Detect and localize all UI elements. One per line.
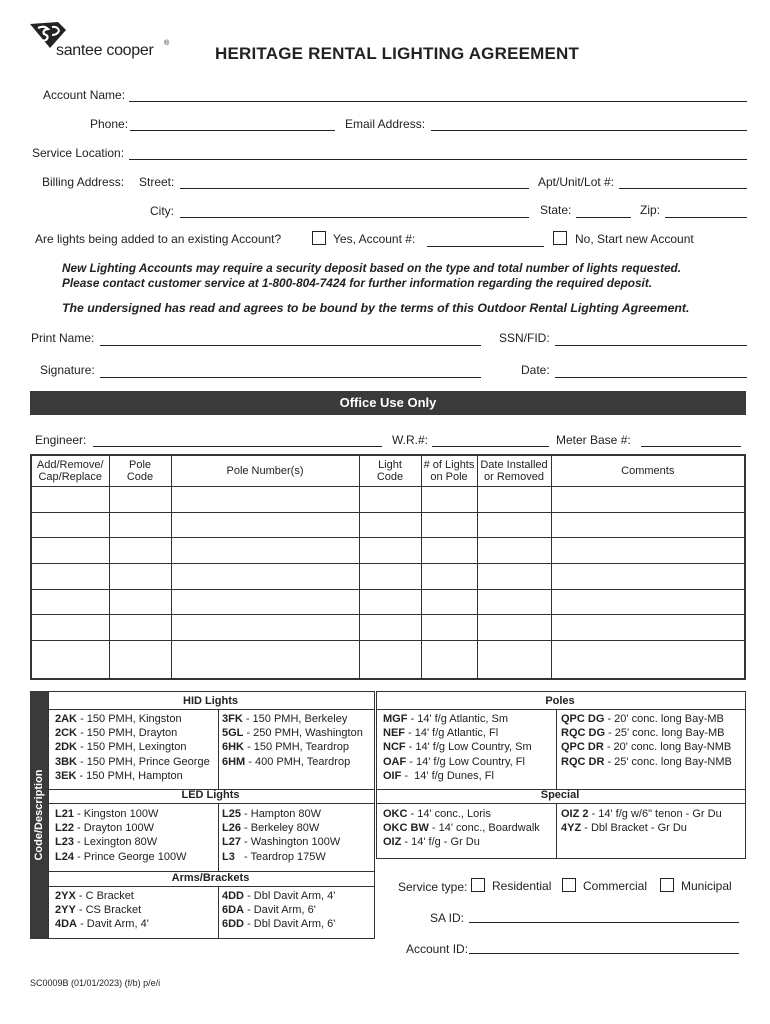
code-entry (222, 740, 363, 754)
code-value: L24 (55, 850, 74, 863)
code-entry (222, 807, 340, 821)
table-cell[interactable] (551, 615, 745, 641)
residential-checkbox[interactable] (471, 878, 485, 892)
code-entry (55, 889, 149, 903)
deposit-notice-line2: Please contact customer service at 1-800-804-7424 for further information regarding the required deposit. (62, 276, 653, 290)
code-description: - Dbl Davit Arm, 4' (244, 890, 336, 902)
table-cell[interactable] (359, 538, 421, 564)
code-description: - 250 PMH, Washington (243, 727, 363, 740)
led-list-right (222, 807, 340, 864)
print-name-field[interactable] (100, 345, 481, 346)
meter-base-field[interactable] (641, 446, 741, 447)
phone-label: Phone: (90, 117, 129, 131)
code-entry (561, 726, 732, 740)
code-description: - 14' f/g w/6" tenon - Gr Du (588, 808, 722, 820)
state-label: State: (540, 203, 572, 217)
existing-account-question: Are lights being added to an existing Account? (35, 232, 282, 246)
arms-brackets-title: Arms/Brackets (171, 872, 250, 884)
table-cell[interactable] (477, 589, 551, 615)
signature-field[interactable] (100, 377, 481, 378)
table-row (31, 615, 745, 641)
code-entry (561, 712, 732, 726)
table-cell[interactable] (31, 563, 109, 589)
column-header-text: Comments (621, 465, 675, 477)
code-value: 2YY (55, 904, 76, 917)
table-cell[interactable] (109, 640, 171, 679)
code-value: 2CK (55, 727, 78, 740)
code-entry (55, 726, 210, 740)
table-cell[interactable] (421, 563, 477, 589)
wr-field[interactable] (432, 446, 549, 447)
code-value: OIF (383, 769, 402, 782)
code-value: L3 (222, 850, 235, 863)
code-value: L22 (55, 822, 74, 835)
city-label: City: (150, 204, 174, 218)
agreement-statement: The undersigned has read and agrees to be bound by the terms of this Outdoor Rental Lighting Agreement. (62, 301, 690, 315)
code-entry (383, 726, 532, 740)
table-cell[interactable] (31, 640, 109, 679)
code-value: QPC DR (561, 741, 604, 754)
table-cell[interactable] (421, 512, 477, 538)
table-cell[interactable] (359, 640, 421, 679)
table-column-header (31, 455, 109, 487)
account-id-label: Account ID: (406, 942, 469, 956)
yes-account-checkbox[interactable] (312, 231, 326, 245)
code-value: 3BK (55, 755, 78, 768)
code-description: - 25' conc. long Bay-NMB (604, 755, 732, 768)
code-value: L23 (55, 836, 74, 849)
code-value: 2YX (55, 890, 76, 902)
table-column-header (421, 455, 477, 487)
led-list-left (55, 807, 186, 864)
code-description: - 14' conc., Boardwalk (428, 822, 540, 835)
table-cell[interactable] (109, 563, 171, 589)
code-description: - 14' f/g Atlantic, Sm (407, 713, 508, 725)
code-entry (222, 835, 340, 849)
code-description: - Prince George 100W (73, 850, 187, 863)
table-row (31, 512, 745, 538)
code-value: L21 (55, 808, 74, 820)
state-field[interactable] (576, 217, 631, 218)
new-account-label: No, Start new Account (575, 232, 694, 246)
street-field[interactable] (180, 188, 529, 189)
code-description: - 150 PMH, Kingston (77, 713, 182, 725)
street-label: Street: (139, 175, 175, 189)
code-description: - Kingston 100W (73, 808, 159, 820)
code-entry (55, 769, 210, 783)
code-value: 4DD (222, 890, 245, 902)
code-description: - Hampton 80W (240, 808, 322, 820)
table-column-header (109, 455, 171, 487)
poles-title: Poles (545, 695, 575, 707)
column-header-text: Pole Number(s) (226, 465, 304, 477)
table-cell[interactable] (109, 615, 171, 641)
table-cell[interactable] (31, 589, 109, 615)
table-cell[interactable] (551, 538, 745, 564)
table-cell[interactable] (109, 487, 171, 513)
code-value: 3EK (55, 769, 77, 782)
phone-field[interactable] (130, 130, 335, 131)
code-entry (222, 917, 335, 931)
table-cell[interactable] (31, 487, 109, 513)
code-value: L25 (222, 808, 241, 820)
meter-base-label: Meter Base #: (556, 433, 631, 447)
table-cell[interactable] (171, 538, 359, 564)
column-header-text: Pole (128, 459, 152, 471)
code-entry (222, 889, 335, 903)
code-value: MGF (383, 713, 408, 725)
poles-list-right (561, 712, 732, 769)
engineer-label: Engineer: (35, 433, 87, 447)
account-id-field[interactable] (469, 953, 739, 954)
signature-label: Signature: (40, 363, 95, 377)
billing-address-label: Billing Address: (42, 175, 125, 189)
code-value: 6DD (222, 918, 245, 931)
table-cell[interactable] (109, 589, 171, 615)
code-value: 3FK (222, 713, 243, 725)
table-cell[interactable] (31, 615, 109, 641)
account-name-field[interactable] (129, 101, 747, 102)
code-value: QPC DG (561, 713, 605, 725)
special-list-right (561, 807, 722, 835)
ssn-field[interactable] (555, 345, 747, 346)
office-use-heading: Office Use Only (30, 391, 746, 415)
hid-lights-title: HID Lights (183, 695, 238, 707)
table-cell[interactable] (171, 589, 359, 615)
column-header-text: Code (126, 471, 154, 483)
table-cell[interactable] (551, 589, 745, 615)
code-entry (383, 821, 540, 835)
code-entry (222, 850, 340, 864)
code-entry (561, 755, 732, 769)
code-description: - C Bracket (75, 890, 134, 902)
code-entry (561, 740, 732, 754)
code-value: RQC DG (561, 727, 605, 740)
table-cell[interactable] (109, 538, 171, 564)
code-entry (383, 755, 532, 769)
code-description: - 20' conc. long Bay-MB (604, 713, 724, 725)
table-row (31, 640, 745, 679)
code-value: 6DA (222, 904, 245, 917)
code-value: 6HK (222, 741, 245, 754)
table-cell[interactable] (109, 512, 171, 538)
code-value: OKC (383, 808, 408, 820)
code-entry (55, 903, 149, 917)
code-value: 5GL (222, 727, 244, 740)
table-cell[interactable] (359, 615, 421, 641)
table-cell[interactable] (171, 563, 359, 589)
code-entry (222, 755, 363, 769)
code-entry (55, 821, 186, 835)
code-entry (561, 807, 722, 821)
sa-id-field[interactable] (469, 922, 739, 923)
table-row (31, 563, 745, 589)
code-entry (383, 807, 540, 821)
table-column-header (171, 455, 359, 487)
special-title: Special (540, 789, 580, 801)
arms-list-left (55, 889, 149, 932)
table-cell[interactable] (359, 512, 421, 538)
led-lights-title: LED Lights (181, 789, 240, 801)
code-description: - 25' conc. long Bay-MB (605, 727, 725, 740)
zip-field[interactable] (665, 217, 747, 218)
code-description: - Teardrop 175W (234, 850, 326, 863)
account-name-label: Account Name: (43, 88, 126, 102)
office-use-table (30, 454, 746, 680)
code-value: 2DK (55, 741, 78, 754)
code-value: 2AK (55, 713, 78, 725)
column-header-text: or Removed (484, 471, 544, 483)
table-cell[interactable] (421, 640, 477, 679)
code-description: - 150 PMH, Berkeley (242, 713, 348, 725)
service-location-label: Service Location: (32, 146, 125, 160)
city-field[interactable] (180, 217, 529, 218)
table-cell[interactable] (477, 512, 551, 538)
column-header-text: Light (378, 459, 402, 471)
code-description: - 14' f/g Dunes, Fl (401, 769, 494, 782)
special-list-left (383, 807, 540, 850)
service-location-field[interactable] (129, 159, 747, 160)
arms-list-right (222, 889, 335, 932)
table-cell[interactable] (477, 538, 551, 564)
table-row (31, 487, 745, 513)
code-description: - 20' conc. long Bay-NMB (603, 741, 732, 754)
zip-label: Zip: (640, 203, 661, 217)
column-header-text: Cap/Replace (38, 471, 103, 483)
code-value: L26 (222, 822, 241, 835)
yes-account-label: Yes, Account #: (333, 232, 416, 246)
code-description: - Dbl Bracket - Gr Du (581, 822, 687, 835)
commercial-checkbox[interactable] (562, 878, 576, 892)
table-column-header (551, 455, 745, 487)
code-entry (222, 821, 340, 835)
code-entry (383, 835, 540, 849)
code-value: OAF (383, 755, 407, 768)
service-type-label: Service type: (398, 880, 468, 894)
code-value: OIZ (383, 836, 402, 849)
code-value: 4YZ (561, 822, 582, 835)
code-description: - Washington 100W (240, 836, 341, 849)
code-entry (55, 807, 186, 821)
table-cell[interactable] (421, 615, 477, 641)
table-cell[interactable] (421, 538, 477, 564)
date-label: Date: (521, 363, 550, 377)
table-cell[interactable] (477, 615, 551, 641)
new-account-checkbox[interactable] (553, 231, 567, 245)
municipal-checkbox[interactable] (660, 878, 674, 892)
email-field[interactable] (431, 130, 747, 131)
table-cell[interactable] (359, 563, 421, 589)
code-entry (55, 712, 210, 726)
code-entry (383, 712, 532, 726)
code-description-sidebar (30, 691, 48, 939)
code-entry (55, 917, 149, 931)
table-cell[interactable] (171, 512, 359, 538)
code-description: - 150 PMH, Prince George (77, 755, 210, 768)
table-cell[interactable] (551, 487, 745, 513)
code-entry (55, 850, 186, 864)
commercial-label: Commercial (583, 879, 648, 893)
email-label: Email Address: (345, 117, 426, 131)
santee-cooper-logo (28, 20, 178, 64)
code-description: - Lexington 80W (73, 836, 158, 849)
print-name-label: Print Name: (31, 331, 95, 345)
code-entry (222, 726, 363, 740)
code-description: - 150 PMH, Lexington (77, 741, 187, 754)
code-description: - 14' f/g Low Country, Sm (405, 741, 532, 754)
code-description: - 14' f/g - Gr Du (401, 836, 480, 849)
code-value: OKC BW (383, 822, 429, 835)
code-description: - 400 PMH, Teardrop (245, 755, 351, 768)
code-entry (222, 712, 363, 726)
column-header-text: on Pole (430, 471, 468, 483)
table-cell[interactable] (477, 563, 551, 589)
table-cell[interactable] (551, 563, 745, 589)
code-entry (383, 740, 532, 754)
column-header-text: Add/Remove/ (36, 459, 104, 471)
column-header-text: # of Lights (423, 459, 475, 471)
code-entry (561, 821, 722, 835)
table-cell[interactable] (477, 487, 551, 513)
table-cell[interactable] (359, 487, 421, 513)
column-header-text: Code (376, 471, 404, 483)
table-row (31, 589, 745, 615)
table-column-header (477, 455, 551, 487)
code-value: NCF (383, 741, 406, 754)
date-field[interactable] (555, 377, 747, 378)
table-cell[interactable] (359, 589, 421, 615)
table-cell[interactable] (171, 640, 359, 679)
ssn-label: SSN/FID: (499, 331, 550, 345)
wr-label: W.R.#: (392, 433, 429, 447)
apt-field[interactable] (619, 188, 747, 189)
municipal-label: Municipal (681, 879, 732, 893)
code-value: L27 (222, 836, 241, 849)
code-value: OIZ 2 (561, 808, 589, 820)
deposit-notice-line1: New Lighting Accounts may require a security deposit based on the type and total number of lights requested. (62, 261, 681, 275)
table-cell[interactable] (171, 615, 359, 641)
code-value: NEF (383, 727, 405, 740)
code-value: RQC DR (561, 755, 605, 768)
table-cell[interactable] (551, 640, 745, 679)
code-description: - Drayton 100W (73, 822, 155, 835)
code-value: 4DA (55, 918, 78, 931)
form-number-footer: SC0009B (01/01/2023) (f/b) p/e/i (30, 978, 161, 988)
code-description: - Dbl Davit Arm, 6' (244, 918, 336, 931)
table-cell[interactable] (551, 512, 745, 538)
residential-label: Residential (492, 879, 552, 893)
engineer-field[interactable] (93, 446, 382, 447)
code-description: - 14' f/g Atlantic, Fl (405, 727, 499, 740)
page-title: HERITAGE RENTAL LIGHTING AGREEMENT (215, 44, 580, 63)
table-column-header (359, 455, 421, 487)
poles-list-left (383, 712, 532, 783)
logo-registered-mark: ® (164, 40, 170, 47)
code-description: - 150 PMH, Hampton (76, 769, 183, 782)
code-description: - 14' conc., Loris (407, 808, 491, 820)
code-entry (222, 903, 335, 917)
code-description: - CS Bracket (75, 904, 142, 917)
code-description: - 14' f/g Low Country, Fl (406, 755, 525, 768)
sa-id-label: SA ID: (430, 911, 465, 925)
hid-list-left (55, 712, 210, 783)
code-description: - Davit Arm, 6' (244, 904, 316, 917)
table-cell[interactable] (477, 640, 551, 679)
table-cell[interactable] (171, 487, 359, 513)
code-entry (55, 740, 210, 754)
code-entry (55, 835, 186, 849)
code-description: - 150 PMH, Drayton (77, 727, 178, 740)
table-cell[interactable] (421, 487, 477, 513)
table-cell[interactable] (31, 512, 109, 538)
code-description: - Berkeley 80W (240, 822, 320, 835)
table-cell[interactable] (421, 589, 477, 615)
code-entry (55, 755, 210, 769)
logo-text: santee cooper (56, 42, 154, 59)
code-description: - 150 PMH, Teardrop (244, 741, 349, 754)
code-entry (383, 769, 532, 783)
table-cell[interactable] (31, 538, 109, 564)
code-description: - Davit Arm, 4' (77, 918, 149, 931)
existing-account-number-field[interactable] (427, 246, 544, 247)
code-description-label: Code/Description (33, 769, 45, 861)
code-value: 6HM (222, 755, 246, 768)
apt-label: Apt/Unit/Lot #: (538, 175, 615, 189)
table-row (31, 538, 745, 564)
column-header-text: Date Installed (480, 459, 548, 471)
hid-list-right (222, 712, 363, 769)
